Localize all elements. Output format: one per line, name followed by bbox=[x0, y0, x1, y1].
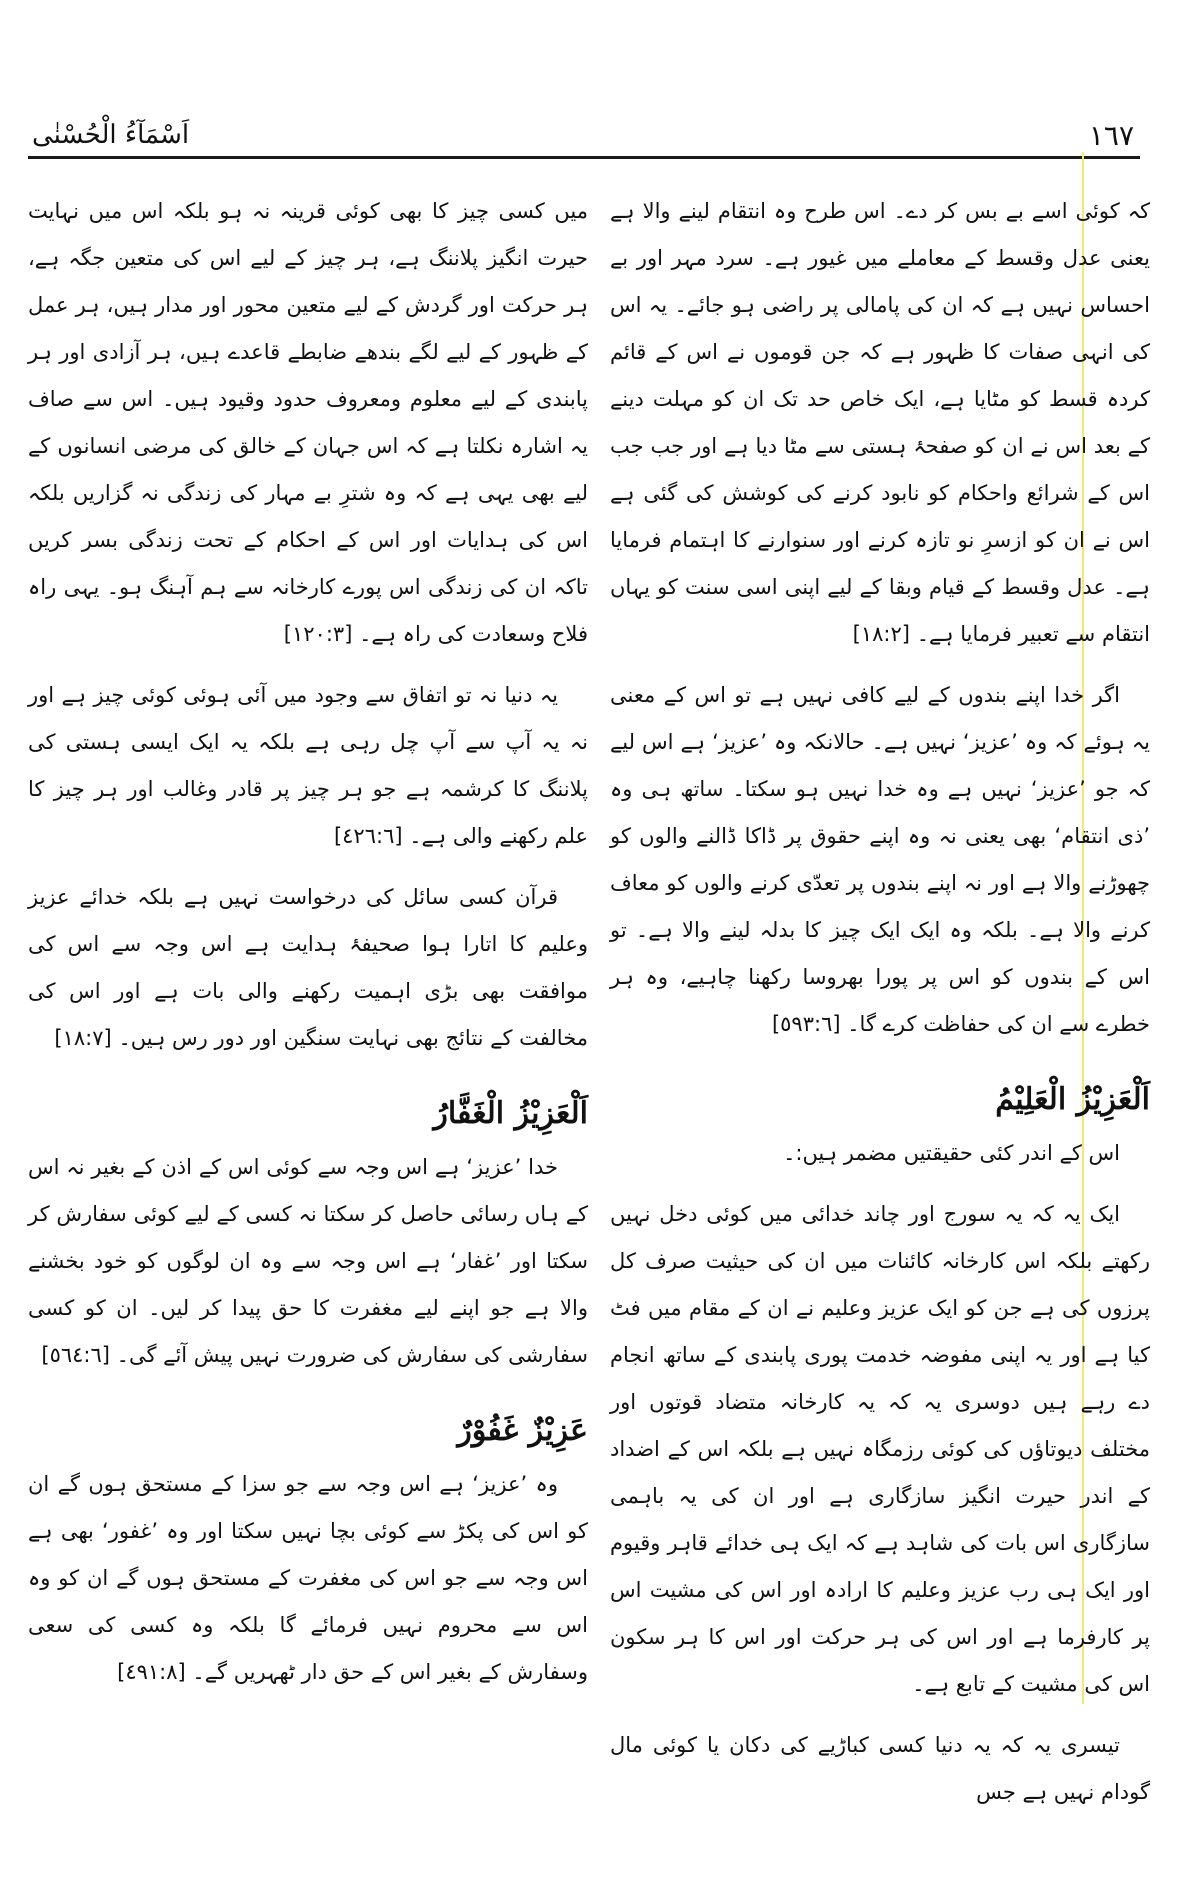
paragraph-text: اگر خدا اپنے بندوں کے لیے کافی نہیں ہے تو اس کے معنی یہ ہوئے کہ وہ ’عزیز‘ نہیں ہے۔ حالانکہ وہ ’عزیز‘ ہے اس لیے کہ جو ’عزیز‘ نہیں ہے وہ خدا نہیں ہو سکتا۔ ساتھ ہی وہ ’ذی انتقام‘ بھی یعنی نہ وہ اپنے حقوق پر ڈاکا ڈالنے والوں کو چھوڑنے والا ہے اور نہ اپنے بندوں پر تعدّی کرنے والوں کو معاف کرنے والا ہے۔ بلکہ وہ ایک ایک چیز کا بدلہ لینے والا ہے۔ تو اس کے بندوں کو اس پر پورا بھروسا رکھنا چاہیے، وہ ہر خطرے سے ان کی حفاظت کرے گا۔ bbox=[610, 683, 1150, 1036]
citation: [١٨:٢] bbox=[852, 622, 910, 646]
paragraph bbox=[610, 1191, 1150, 1708]
section-heading: عَزِیْزٌ غَفُوْرٌ bbox=[457, 1413, 588, 1448]
paragraph bbox=[610, 1722, 1150, 1816]
paragraph bbox=[610, 672, 1150, 1048]
paragraph bbox=[28, 1144, 588, 1379]
paragraph bbox=[28, 188, 588, 658]
paragraph-text: میں کسی چیز کا بھی کوئی قرینہ نہ ہو بلکہ اس میں نہایت حیرت انگیز پلاننگ ہے، ہر چیز کے لیے اس کی متعین جگہ ہے، ہر حرکت اور گردش کے لیے متعین محور اور مدار ہیں، ہر عمل کے ظہور کے لیے لگے بندھے ضابطے قاعدے ہیں، ہر آزادی اور ہر پابندی کے لیے معلوم ومعروف حدود وقیود ہیں۔ اس سے صاف یہ اشارہ نکلتا ہے کہ اس جہان کے خالق کی مرضی انسانوں کے لیے بھی یہی ہے کہ وہ شترِ بے مہار کی زندگی نہ گزاریں بلکہ اس کی ہدایات اور اس کے احکام کے تحت زندگی بسر کریں تاکہ ان کی زندگی اس پورے کارخانہ سے ہم آہنگ ہو۔ یہی راہ فلاح وسعادت کی راہ ہے۔ bbox=[28, 199, 588, 646]
paragraph-text: کہ کوئی اسے بے بس کر دے۔ اس طرح وہ انتقام لینے والا ہے یعنی عدل وقسط کے معاملے میں غیور ہے۔ سرد مہر اور بے احساس نہیں ہے کہ ان کی پامالی پر راضی ہو جائے۔ یہ اس کی انہی صفات کا ظہور ہے کہ جن قوموں نے اس کے قائم کردہ قسط کو مٹایا ہے، ایک خاص حد تک ان کو مہلت دینے کے بعد اس نے ان کو صفحۂ ہستی سے مٹا دیا ہے اور جب جب اس کے شرائع واحکام کو نابود کرنے کی کوشش کی گئی ہے اس نے ان کو ازسرِ نو تازہ کرنے اور سنوارنے کا اہتمام فرمایا ہے۔ عدل وقسط کے قیام وبقا کے لیے اپنی اسی سنت کو یہاں انتقام سے تعبیر فرمایا ہے۔ bbox=[610, 199, 1150, 646]
left-column bbox=[28, 188, 588, 1710]
citation: [٤٢٦:٦] bbox=[333, 824, 403, 848]
citation: [١٨:٧] bbox=[54, 1026, 112, 1050]
paragraph-text: ایک یہ کہ یہ سورج اور چاند خدائی میں کوئی دخل نہیں رکھتے بلکہ اس کارخانہ کائنات میں ان کی حیثیت صرف کل پرزوں کی ہے جن کو ایک عزیز وعلیم نے ان کے مقام میں فٹ کیا ہے اور یہ اپنی مفوضہ خدمت پوری پابندی کے ساتھ انجام دے رہے ہیں دوسری یہ کہ یہ کارخانہ متضاد قوتوں اور مختلف دیوتاؤں کی کوئی رزمگاہ نہیں ہے بلکہ اس کے اضداد کے اندر حیرت انگیز سازگاری ہے اور ان کی یہ باہمی سازگاری اس بات کی شاہد ہے کہ ایک ہی خدائے قاہر وقیوم اور ایک ہی رب عزیز وعلیم کا ارادہ اور اس کی مشیت اس پر کارفرما ہے اور اس کی ہر حرکت اور اس کا ہر سکون اس کی مشیت کے تابع ہے۔ bbox=[610, 1202, 1150, 1696]
paragraph-text: وہ ’عزیز‘ ہے اس وجہ سے جو سزا کے مستحق ہوں گے ان کو اس کی پکڑ سے کوئی بچا نہیں سکتا اور وہ ’غفور‘ بھی ہے اس وجہ سے جو اس کی مغفرت کے مستحق ہوں گے ان کو وہ اس سے محروم نہیں فرمائے گا بلکہ وہ کسی کی سعی وسفارش کے بغیر اس کے حق دار ٹھہریں گے۔ bbox=[28, 1472, 588, 1684]
paragraph-text: قرآن کسی سائل کی درخواست نہیں ہے بلکہ خدائے عزیز وعلیم کا اتارا ہوا صحیفۂ ہدایت ہے اس وجہ سے اس کی موافقت بھی بڑی اہمیت رکھنے والی بات ہے اور اس کی مخالفت کے نتائج بھی نہایت سنگین اور دور رس ہیں۔ bbox=[28, 885, 588, 1050]
citation: [١٢٠:٣] bbox=[283, 622, 353, 646]
paragraph-text: تیسری یہ کہ یہ دنیا کسی کباڑیے کی دکان یا کوئی مال گودام نہیں ہے جس bbox=[610, 1733, 1150, 1804]
citation: [٤٩١:٨] bbox=[117, 1660, 186, 1684]
page-number: ١٦٧ bbox=[1088, 119, 1134, 152]
paragraph bbox=[28, 672, 588, 860]
paragraph bbox=[28, 1461, 588, 1696]
citation: [٥٦٤:٦] bbox=[41, 1343, 110, 1367]
paragraph-text: یہ دنیا نہ تو اتفاق سے وجود میں آئی ہوئی کوئی چیز ہے اور نہ یہ آپ سے آپ چل رہی ہے بلکہ یہ ایک ایسی ہستی کی پلاننگ کا کرشمہ ہے جو ہر چیز پر قادر وغالب اور ہر چیز کا علم رکھنے والی ہے۔ bbox=[28, 683, 588, 848]
paragraph bbox=[28, 874, 588, 1062]
right-column bbox=[610, 188, 1150, 1830]
paragraph bbox=[610, 188, 1150, 658]
page-header bbox=[28, 108, 1140, 159]
citation: [٥٩٣:٦] bbox=[771, 1012, 841, 1036]
section-intro: اس کے اندر کئی حقیقتیں مضمر ہیں:۔ bbox=[783, 1141, 1120, 1165]
paragraph-text: خدا ’عزیز‘ ہے اس وجہ سے کوئی اس کے اذن کے بغیر نہ اس کے ہاں رسائی حاصل کر سکتا نہ کسی کے لیے کوئی سفارش کر سکتا اور ’غفار‘ ہے اس وجہ سے وہ ان لوگوں کو خود بخشنے والا ہے جو اپنے لیے مغفرت کا حق پیدا کر لیں۔ ان کو کسی سفارشی کی سفارش کی ضرورت نہیں پیش آئے گی۔ bbox=[28, 1155, 588, 1367]
section-heading: اَلْعَزِیْزُ الْغَفَّارُ bbox=[433, 1096, 588, 1131]
running-title: اَسْمَآءُ الْحُسْنٰی bbox=[32, 120, 190, 150]
section-heading: اَلْعَزِیْزُ الْعَلِیْمُ bbox=[995, 1082, 1150, 1117]
